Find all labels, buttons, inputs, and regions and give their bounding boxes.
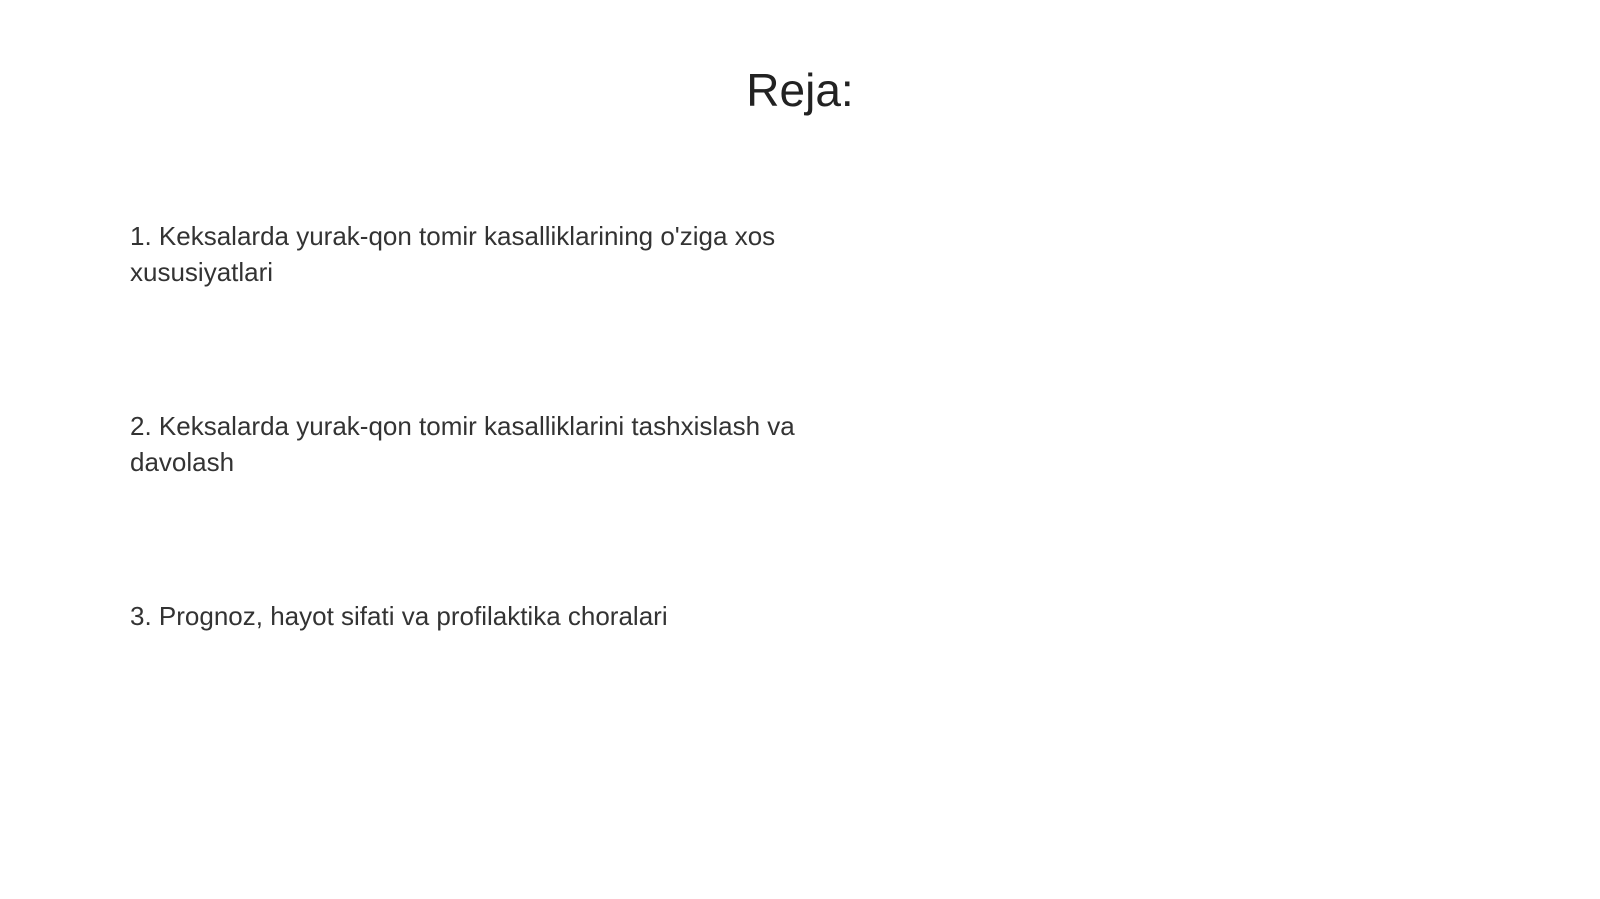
plan-item-3: 3. Prognoz, hayot sifati va profilaktika choralari — [130, 601, 668, 631]
slide-title: Reja: — [746, 64, 854, 116]
plan-item-2: 2. Keksalarda yurak-qon tomir kasalliklarini tashxislash va davolash — [130, 411, 795, 477]
plan-item-1: 1. Keksalarda yurak-qon tomir kasalliklarining o'ziga xos xususiyatlari — [130, 221, 776, 287]
